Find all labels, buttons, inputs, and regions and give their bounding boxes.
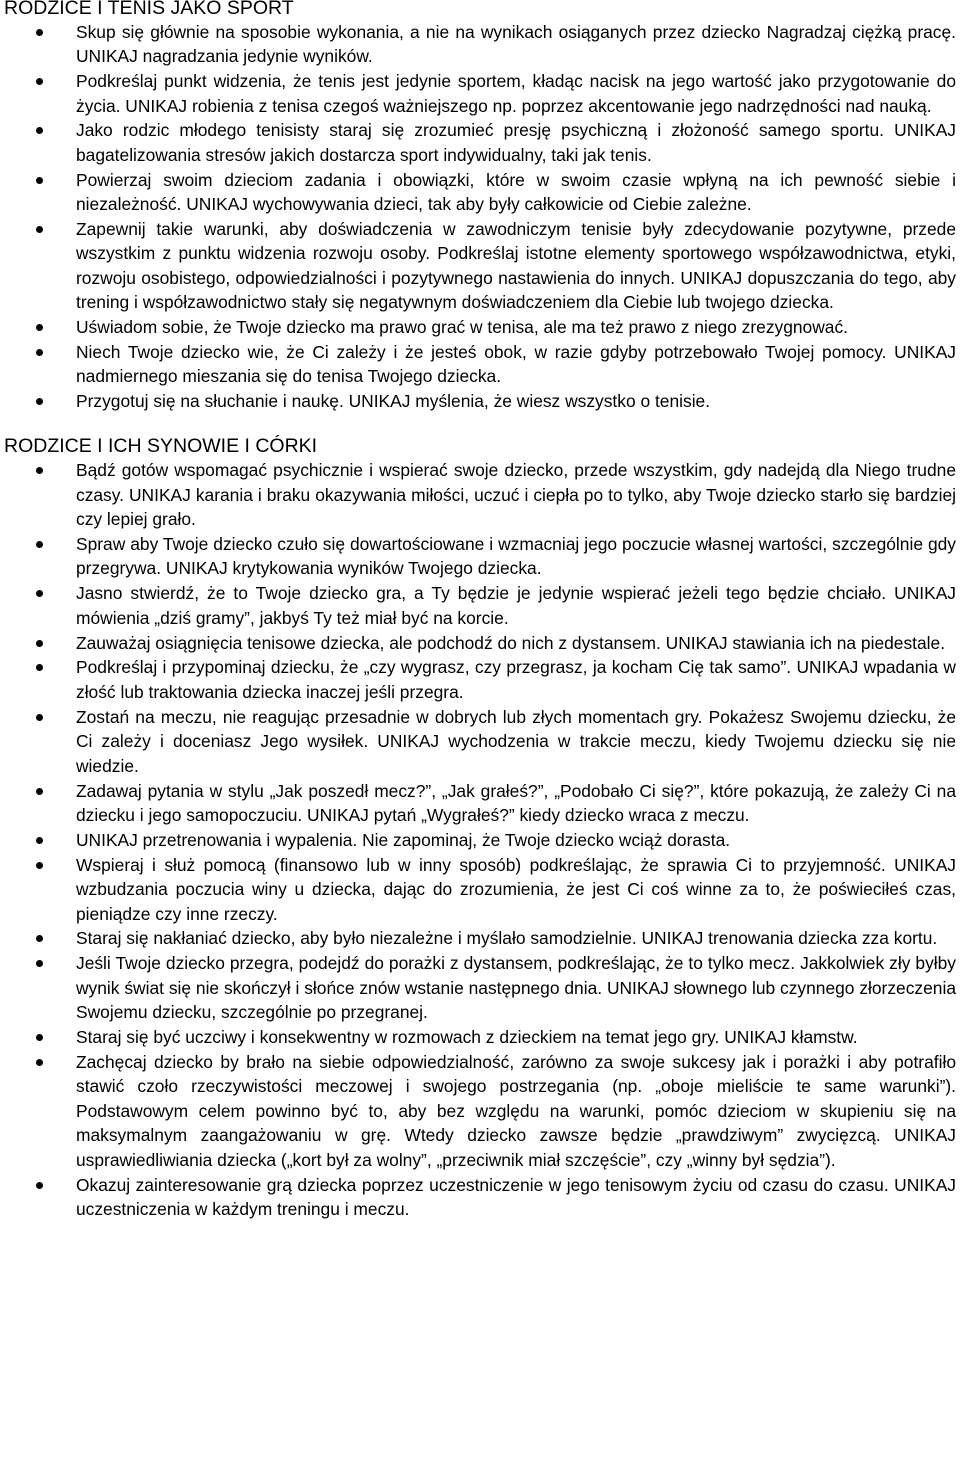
list-item-text: Jeśli Twoje dziecko przegra, podejdź do porażki z dystansem, podkreślając, że to tylko mecz. Jakkolwiek zły byłby wynik świat się nie skończył i słońce znów wstanie następnego dnia. UNIKAJ słownego lub czynnego złorzeczenia Swojemu dziecku, szczególnie po przegranej. — [76, 953, 956, 1023]
bullet-icon — [36, 714, 43, 721]
list-item — [0, 340, 956, 389]
list-item-text: Jako rodzic młodego tenisisty staraj się zrozumieć presję psychiczną i złożoność samego sportu. UNIKAJ bagatelizowania stresów jakich dostarcza sport indywidualny, taki jak tenis. — [76, 120, 956, 165]
bullet-icon — [36, 177, 43, 184]
list-item — [0, 828, 956, 852]
bullet-icon — [36, 349, 43, 356]
bullet-icon — [36, 467, 43, 474]
list-item — [0, 118, 956, 167]
list-item — [0, 951, 956, 1024]
section-heading: RODZICE I TENIS JAKO SPORT — [4, 0, 294, 19]
bullet-list — [0, 458, 956, 1221]
list-item — [0, 705, 956, 778]
list-item-text: Zapewnij takie warunki, aby doświadczenia w zawodniczym tenisie były zdecydowanie pozytywne, przede wszystkim z punktu widzenia rozwoju osoby. Podkreślaj istotne elementy sportowego współzawodnictwa, etyki, rozwoju osobistego, odpowiedzialności i pozytywnego nastawienia do innych. UNIKAJ dopuszczania do tego, aby trening i współzawodnictwo stały się negatywnym doświadczeniem dla Ciebie lub twojego dziecka. — [76, 218, 956, 313]
bullet-icon — [36, 226, 43, 233]
list-item — [0, 69, 956, 118]
bullet-icon — [36, 788, 43, 795]
bullet-icon — [36, 29, 43, 36]
list-item-text: Skup się głównie na sposobie wykonania, a nie na wynikach osiąganych przez dziecko Nagradzaj ciężką pracę. UNIKAJ nagradzania jedynie wyników. — [76, 22, 956, 67]
section-parents-and-tennis — [0, 0, 956, 413]
list-item — [0, 779, 956, 828]
list-item — [0, 1173, 956, 1222]
list-item-text: Uświadom sobie, że Twoje dziecko ma prawo grać w tenisa, ale ma też prawo z niego zrezygnować. — [76, 316, 848, 337]
list-item — [0, 532, 956, 581]
bullet-icon — [36, 640, 43, 647]
list-item — [0, 20, 956, 69]
bullet-icon — [36, 541, 43, 548]
list-item-text: Jasno stwierdź, że to Twoje dziecko gra, a Ty będzie je jedynie wspierać jeżeli tego będzie chciało. UNIKAJ mówienia „dziś gramy”, jakbyś Ty też miał być na korcie. — [76, 583, 956, 628]
list-item-text: Wspieraj i służ pomocą (finansowo lub w inny sposób) podkreślając, że sprawia Ci to przyjemność. UNIKAJ wzbudzania poczucia winy u dziecka, dając do zrozumienia, że jest Ci coś winne za to, że poświeciłeś czas, pieniądze czy inne rzeczy. — [76, 854, 956, 924]
list-item — [0, 1050, 956, 1172]
bullet-icon — [36, 1059, 43, 1066]
list-item — [0, 581, 956, 630]
list-item-text: Bądź gotów wspomagać psychicznie i wspierać swoje dziecko, przede wszystkim, gdy nadejdą dla Niego trudne czasy. UNIKAJ karania i braku okazywania miłości, uczuć i ciepła po to tylko, aby Twoje dziecko starło się bardziej czy lepiej grało. — [76, 460, 956, 530]
list-item — [0, 655, 956, 704]
section-heading: RODZICE I ICH SYNOWIE I CÓRKI — [4, 435, 318, 458]
bullet-icon — [36, 862, 43, 869]
bullet-icon — [36, 324, 43, 331]
list-item — [0, 168, 956, 217]
bullet-icon — [36, 1182, 43, 1189]
list-item — [0, 217, 956, 315]
list-item — [0, 853, 956, 926]
bullet-icon — [36, 1034, 43, 1041]
bullet-icon — [36, 590, 43, 597]
list-item-text: Powierzaj swoim dzieciom zadania i obowiązki, które w swoim czasie wpłyną na ich pewność siebie i niezależność. UNIKAJ wychowywania dzieci, tak aby były całkowicie od Ciebie zależne. — [76, 169, 956, 215]
bullet-icon — [36, 127, 43, 134]
list-item-text: Spraw aby Twoje dziecko czuło się dowartościowane i wzmacniaj jego poczucie własnej wartości, szczególnie gdy przegrywa. UNIKAJ krytykowania wyników Twojego dziecka. — [76, 533, 956, 579]
bullet-icon — [36, 935, 43, 942]
list-item-text: Zauważaj osiągnięcia tenisowe dziecka, ale podchodź do nich z dystansem. UNIKAJ stawiania ich na piedestale. — [76, 632, 946, 653]
list-item-text: Staraj się nakłaniać dziecko, aby było niezależne i myślało samodzielnie. UNIKAJ trenowania dziecka zza kortu. — [76, 928, 938, 949]
list-item-text: Przygotuj się na słuchanie i naukę. UNIKAJ myślenia, że wiesz wszystko o tenisie. — [76, 390, 711, 411]
list-item — [0, 315, 956, 339]
list-item — [0, 631, 956, 655]
list-item-text: Niech Twoje dziecko wie, że Ci zależy i że jesteś obok, w razie gdyby potrzebowało Twojej pomocy. UNIKAJ nadmiernego mieszania się do tenisa Twojego dziecka. — [76, 341, 956, 387]
list-item — [0, 458, 956, 531]
bullet-list — [0, 20, 956, 413]
list-item-text: Zostań na meczu, nie reagując przesadnie w dobrych lub złych momentach gry. Pokażesz Swojemu dziecku, że Ci zależy i doceniasz Jego wysiłek. UNIKAJ wychodzenia w trakcie meczu, kiedy Twojemu dziecku się nie wiedzie. — [76, 706, 956, 776]
bullet-icon — [36, 78, 43, 85]
section-parents-and-children — [0, 435, 956, 1221]
bullet-icon — [36, 664, 43, 671]
list-item-text: Zachęcaj dziecko by brało na siebie odpowiedzialność, zarówno za swoje sukcesy jak i porażki i aby potrafiło stawić czoło rzeczywistości meczowej i swojego postrzegania (np. „oboje mieliście te same warunki”). Podstawowym celem powinno być to, aby bez względu na warunki, pomóc dzieciom w skupieniu się na maksymalnym zaangażowaniu w grę. Wtedy dziecko zawsze będzie „prawdziwym” zwycięzcą. UNIKAJ usprawiedliwiania dziecka („kort był za wolny”, „przeciwnik miał szczęście”, czy „winny był sędzia”). — [76, 1051, 956, 1170]
list-item-text: Okazuj zainteresowanie grą dziecka poprzez uczestniczenie w jego tenisowym życiu od czasu do czasu. UNIKAJ uczestniczenia w każdym treningu i meczu. — [76, 1174, 956, 1219]
bullet-icon — [36, 837, 43, 844]
list-item — [0, 1025, 956, 1049]
list-item-text: Podkreślaj i przypominaj dziecku, że „czy wygrasz, czy przegrasz, ja kocham Cię tak samo”. UNIKAJ wpadania w złość lub traktowania dziecka inaczej jeśli przegra. — [76, 657, 956, 702]
list-item-text: Zadawaj pytania w stylu „Jak poszedł mecz?”, „Jak grałeś?”, „Podobało Ci się?”, które pokazują, że zależy Ci na dziecku i jego samopoczuciu. UNIKAJ pytań „Wygrałeś?” kiedy dziecko wraca z meczu. — [76, 780, 956, 825]
list-item — [0, 926, 956, 950]
list-item — [0, 389, 956, 413]
list-item-text: Staraj się być uczciwy i konsekwentny w rozmowach z dzieckiem na temat jego gry. UNIKAJ kłamstw. — [76, 1027, 858, 1048]
list-item-text: Podkreślaj punkt widzenia, że tenis jest jedynie sportem, kładąc nacisk na jego wartość jako przygotowanie do życia. UNIKAJ robienia z tenisa czegoś ważniejszego np. poprzez akcentowanie jego nadrzędności nad nauką. — [76, 71, 956, 116]
bullet-icon — [36, 398, 43, 405]
bullet-icon — [36, 960, 43, 967]
list-item-text: UNIKAJ przetrenowania i wypalenia. Nie zapominaj, że Twoje dziecko wciąż dorasta. — [76, 829, 731, 850]
